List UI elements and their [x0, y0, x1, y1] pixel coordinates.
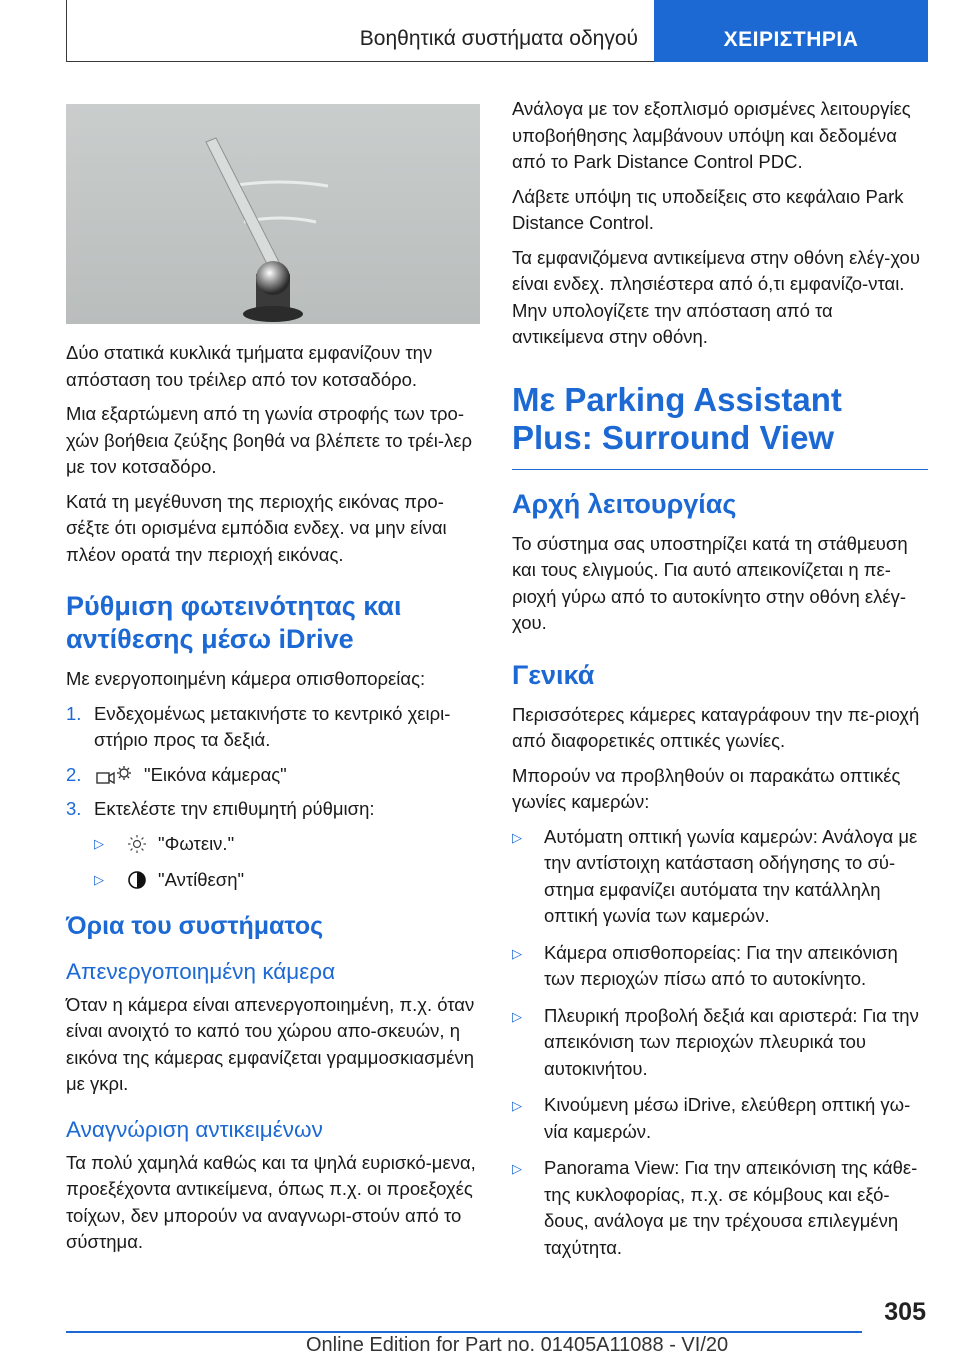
list-item-text: Κινούμενη μέσω iDrive, ελεύθερη οπτική γω-νία καμερών.: [544, 1094, 911, 1142]
step-text: "Εικόνα κάμερας": [144, 763, 287, 785]
paragraph: Κατά τη μεγέθυνση της περιοχής εικόνας προ-σέξτε ότι ορισμένα εμπόδια ενδεχ. να μην είναι πλέον ορατά την περιοχή εικόνας.: [66, 490, 447, 565]
paragraph: Τα εμφανιζόμενα αντικείμενα στην οθόνη ελέγ-χου είναι ενδεχ. πλησιέστερα από ό,τι εμφανίζο-νται. Μην υπολογίζετε την απόσταση από τα αντικείμενα στην οθόνη.: [512, 246, 920, 347]
bullet-triangle-icon: ▷: [94, 872, 104, 887]
left-column: [66, 96, 480, 1264]
chapter-title: Βοηθητικά συστήματα οδηγού: [66, 0, 654, 62]
list-item: [512, 1003, 928, 1083]
camera-views-list: [512, 824, 928, 1262]
bullet-triangle-icon: ▷: [94, 835, 104, 851]
list-item: [512, 1155, 928, 1261]
heading-principle: Αρχή λειτουργίας: [512, 488, 737, 519]
setting-label: "Αντίθεση": [158, 869, 245, 890]
list-item-text: Κάμερα οπισθοπορείας: Για την απεικόνιση των περιοχών πίσω από το αυτοκίνητο.: [544, 941, 898, 989]
list-item: [512, 824, 928, 930]
bullet-triangle-icon: ▷: [512, 1161, 522, 1176]
heading-object-detection: Αναγνώριση αντικειμένων: [66, 1116, 323, 1142]
contrast-icon: [126, 869, 148, 891]
setting-label: "Φωτειν.": [158, 832, 235, 854]
bullet-triangle-icon: ▷: [512, 1008, 522, 1024]
list-item: [512, 940, 928, 993]
right-column: [512, 96, 928, 1271]
paragraph: Το σύστημα σας υποστηρίζει κατά τη στάθμευση και τους ελιγμούς. Για αυτό απεικονίζεται η πε-ριοχή γύρω από το αυτοκίνητο στην οθόνη ελέγ-χου.: [512, 532, 908, 633]
bullet-triangle-icon: ▷: [512, 945, 522, 961]
heading-brightness-contrast: Ρύθμιση φωτεινότητας και αντίθεσης μέσω iDrive: [66, 591, 402, 654]
paragraph: Τα πολύ χαμηλά καθώς και τα ψηλά ευρισκό-μενα, προεξέχοντα αντικείμενα, όπως π.χ. οι προεξοχές τοίχων, δεν μπορούν να αναγνωρι-στούν από το σύστημα.: [66, 1151, 476, 1252]
brightness-icon: [126, 833, 148, 855]
section-title-surround-view: Με Parking Assistant Plus: Surround View: [512, 381, 928, 470]
list-item-text: Πλευρική προβολή δεξιά και αριστερά: Για την απεικόνιση των περιοχών πλευρικά του αυτοκινήτου.: [544, 1004, 919, 1079]
list-item: [66, 762, 480, 789]
footer-edition: Online Edition for Part no. 01405A11088 - VI/20: [306, 1334, 729, 1356]
hitch-illustration: [66, 104, 480, 324]
paragraph: Όταν η κάμερα είναι απενεργοποιημένη, π.χ. όταν είναι ανοιχτό το καπό του χώρου απο-σκευών, η εικόνα της κάμερας εμφανίζεται γραμμοσκιασμένη με γκρι.: [66, 993, 475, 1094]
step-text: Εκτελέστε την επιθυμητή ρύθμιση:: [94, 798, 375, 819]
footer-divider: [66, 1331, 862, 1333]
list-item: [94, 831, 480, 858]
list-item: [66, 796, 480, 823]
bullet-triangle-icon: ▷: [512, 1098, 522, 1113]
paragraph: Ανάλογα με τον εξοπλισμό ορισμένες λειτουργίες υποβοήθησης λαμβάνουν υπόψη και δεδομένα από το Park Distance Control PDC.: [512, 98, 911, 172]
bullet-triangle-icon: ▷: [512, 829, 522, 845]
trailer-hitch-camera-figure: [66, 104, 480, 324]
list-item: [94, 867, 480, 894]
heading-general: Γενικά: [512, 659, 595, 690]
heading-system-limits: Όρια του συστήματος: [66, 911, 324, 940]
step-number: 1.: [66, 702, 82, 724]
page-header: [66, 0, 928, 66]
page-number: 305: [884, 1298, 926, 1326]
list-item-text: Αυτόματη οπτική γωνία καμερών: Ανάλογα με την αντίστοιχη κατάσταση οδήγησης το σύ-στημα εμφανίζει αυτόματα την κατάλληλη οπτική γωνία των καμερών.: [544, 825, 918, 926]
paragraph: Περισσότερες κάμερες καταγράφουν την πε-ριοχή από διαφορετικές οπτικές γωνίες.: [512, 703, 920, 751]
paragraph: Λάβετε υπόψη τις υποδείξεις στο κεφάλαιο Park Distance Control.: [512, 185, 904, 233]
steps-list: [66, 701, 480, 823]
list-item: [66, 701, 480, 754]
list-item-text: Panorama View: Για την απεικόνιση της κάθε-της κυκλοφορίας, π.χ. σε κόμβους και εξό-δους, ανάλογα με την τρέχουσα επιλεγμένη ταχύτητα.: [544, 1157, 918, 1258]
camera-settings-icon: [94, 765, 134, 787]
step-number: 2.: [66, 763, 82, 785]
paragraph: Μια εξαρτώμενη από τη γωνία στροφής των τρο-χών βοήθεια ζεύξης βοηθά να βλέπετε το τρέι-λερ με τον κοτσαδόρο.: [66, 403, 473, 477]
paragraph: Δύο στατικά κυκλικά τμήματα εμφανίζουν την απόσταση του τρέιλερ από τον κοτσαδόρο.: [66, 342, 433, 390]
step-number: 3.: [66, 798, 82, 819]
section-tab: ΧΕΙΡΙΣΤΗΡΙΑ: [654, 0, 928, 62]
settings-sublist: [94, 831, 480, 894]
heading-camera-deactivated: Απενεργοποιημένη κάμερα: [66, 958, 336, 984]
paragraph: Με ενεργοποιημένη κάμερα οπισθοπορείας:: [66, 668, 426, 689]
step-text: Ενδεχομένως μετακινήστε το κεντρικό χειρι-στήριο προς τα δεξιά.: [94, 702, 451, 750]
list-item: [512, 1092, 928, 1145]
paragraph: Μπορούν να προβληθούν οι παρακάτω οπτικές γωνίες καμερών:: [512, 764, 901, 812]
